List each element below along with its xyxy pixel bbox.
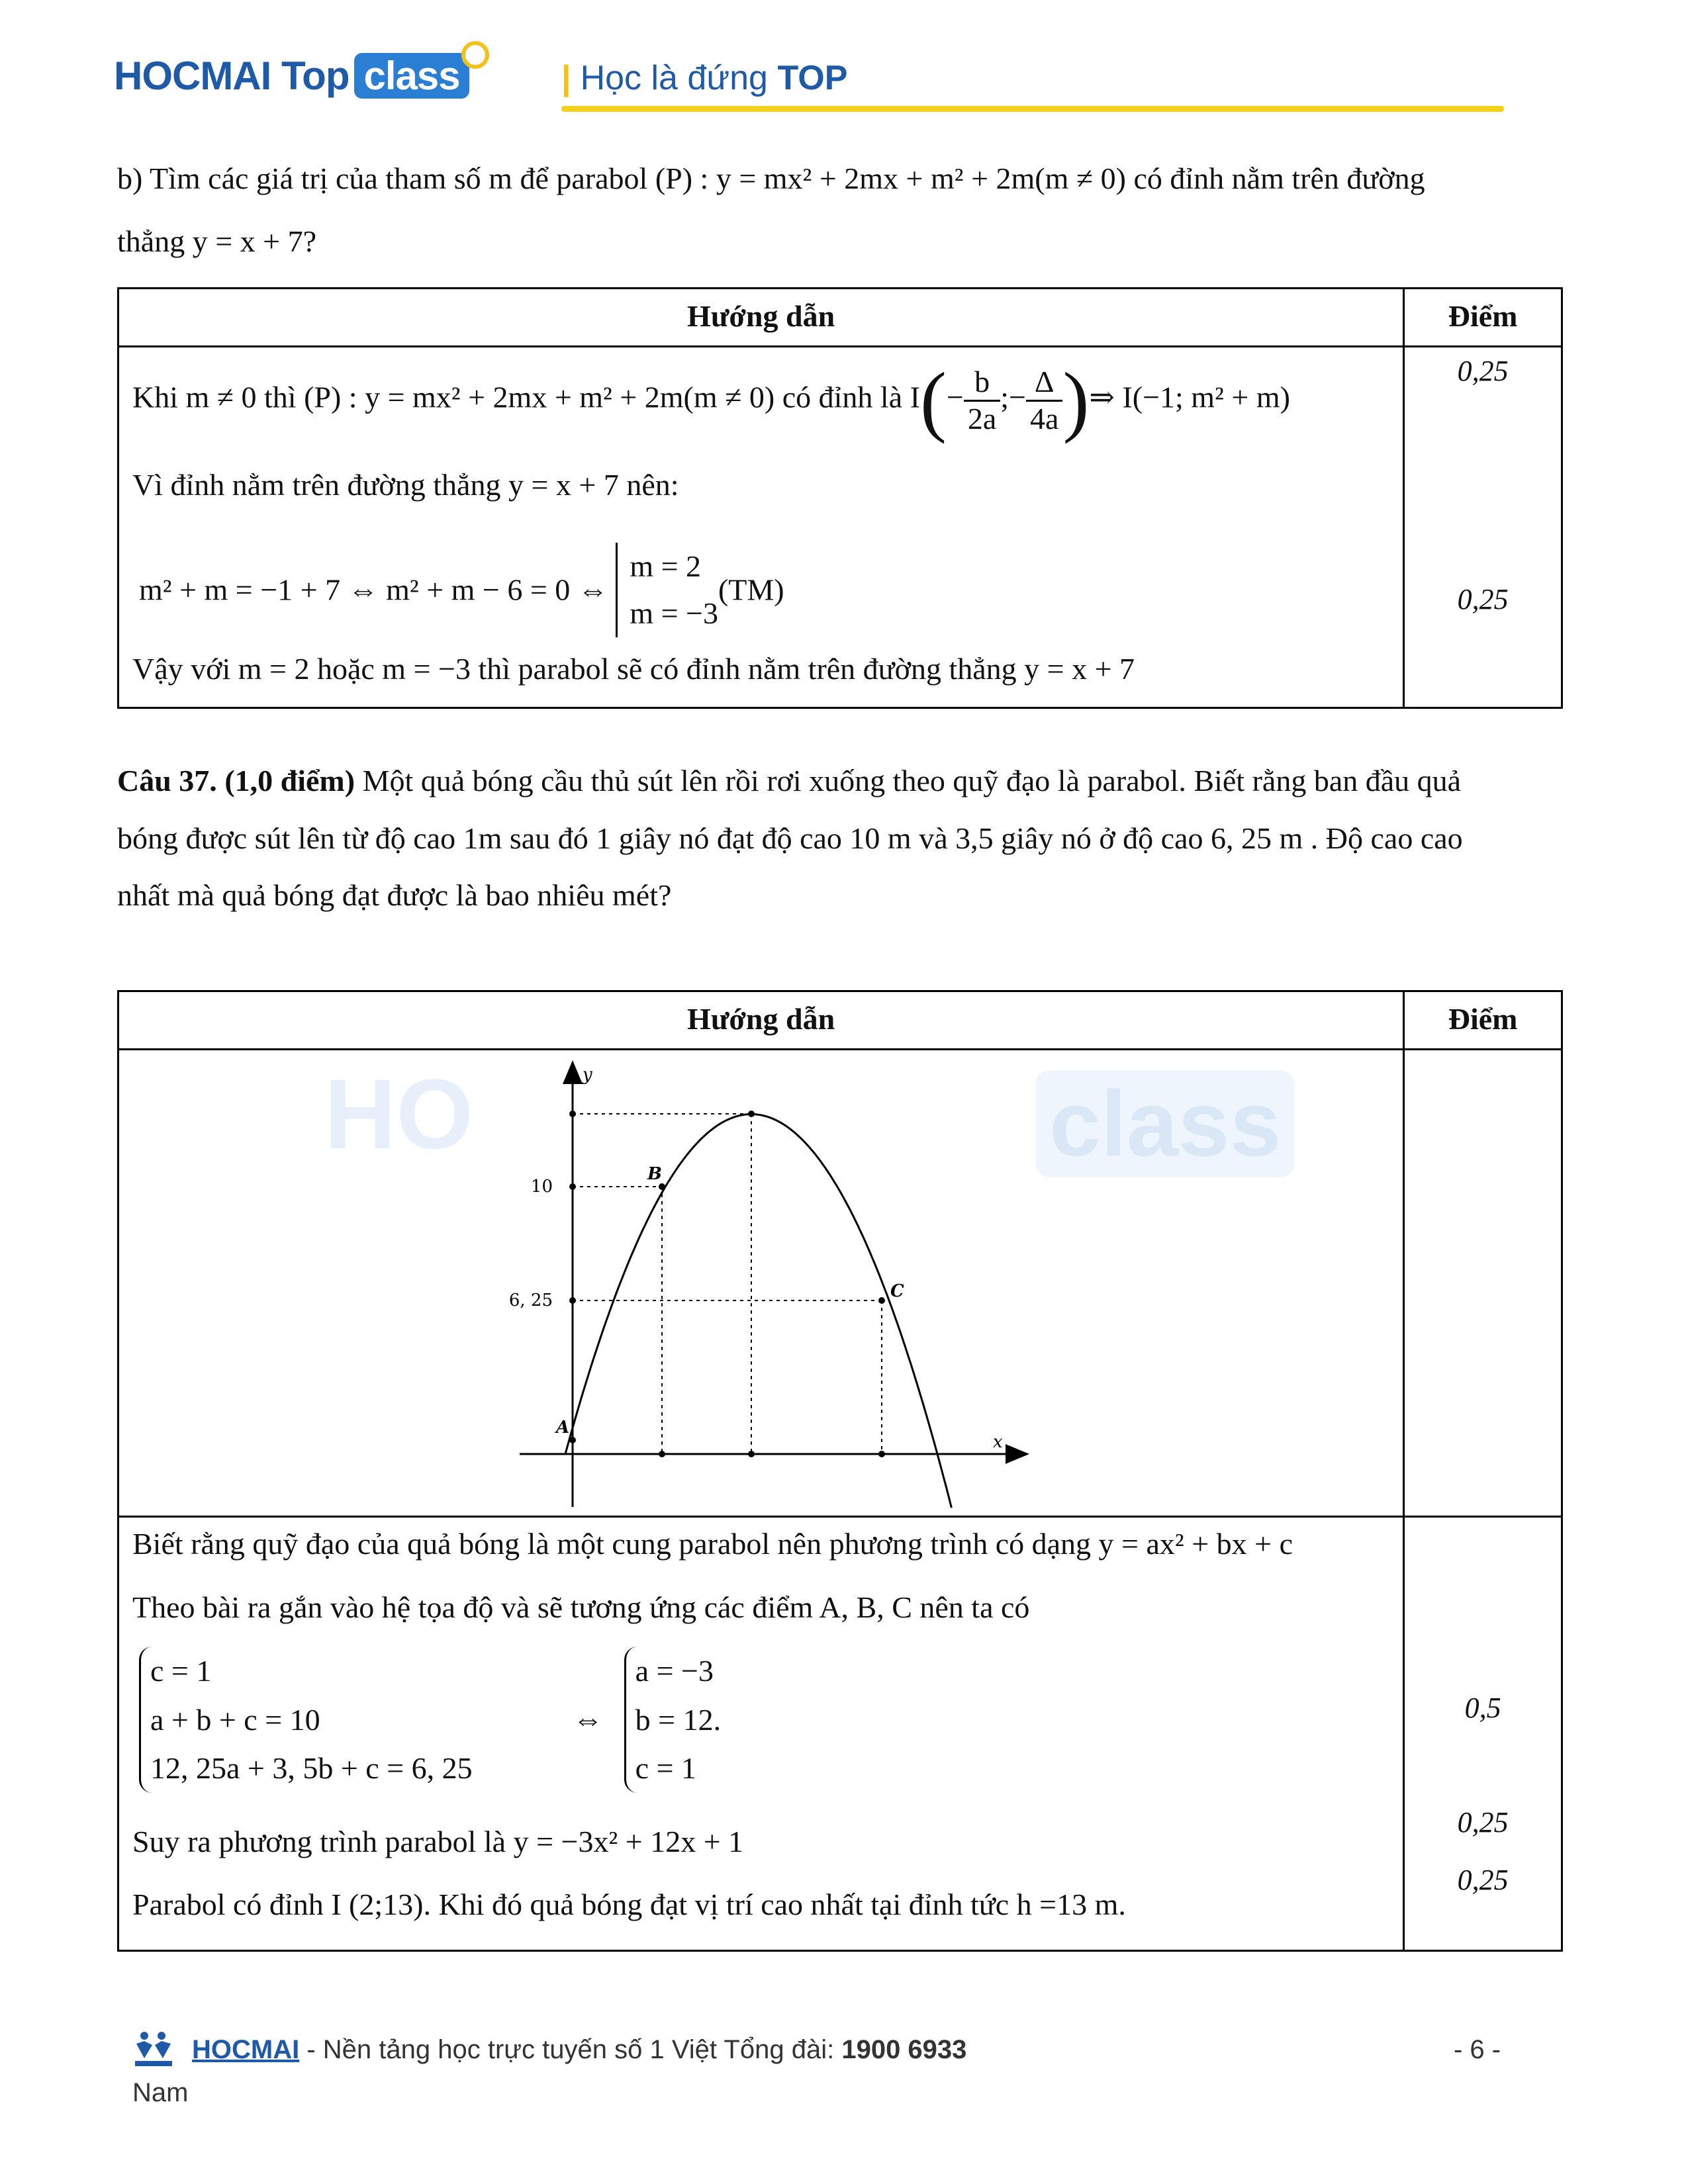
slogan-prefix: Học là đứng [580, 59, 768, 97]
q37-graph-score-cell [1404, 1050, 1562, 1517]
part-b-col-guide: Hướng dẫn [118, 289, 1404, 347]
footer-hocmai-link[interactable]: HOCMAI [192, 2035, 300, 2064]
q37-sol3: Suy ra phương trình parabol là y = −3x² + 12x + 1 [132, 1825, 744, 1858]
point-c [878, 1297, 885, 1304]
part-b-solution-table [117, 287, 1563, 709]
brand-class: class [363, 54, 460, 98]
q37-line1: Câu 37. (1,0 điểm) Một quả bóng cầu thủ sút lên rồi rơi xuống theo quỹ đạo là parabol. Biết rằng ban đầu quả [117, 764, 1462, 797]
part-b-row2: Vì đỉnh nằm trên đường thẳng y = x + 7 nên: [132, 468, 679, 502]
page-number: - 6 - [1454, 2035, 1501, 2064]
tick-x-c [878, 1451, 885, 1457]
part-b-row1: Khi m ≠ 0 thì (P) : y = mx² + 2mx + m² + 2m(m ≠ 0) có đỉnh là I(− $\frac{b}{2a}$ ;− $\frac{\Delta}{4a}$ )⇒ I(−1; m² + m) [132, 356, 1290, 444]
part-b-row4: Vậy với m = 2 hoặc m = −3 thì parabol sẽ có đỉnh nằm trên đường thẳng y = x + 7 [132, 652, 1135, 686]
footer-hotline: 1900 6933 [841, 2035, 967, 2064]
hocmai-footer-logo-icon [132, 2029, 175, 2068]
brand-top: Top [281, 54, 350, 98]
system-right: a = −3 b = 12. c = 1 [624, 1647, 721, 1793]
footer-nam: Nam [132, 2078, 189, 2107]
parabola-curve [565, 1115, 951, 1508]
tick-x-vertex [748, 1451, 755, 1457]
tick-10 [569, 1183, 576, 1190]
slogan-top: TOP [777, 59, 848, 97]
point-vertex [748, 1111, 755, 1117]
system-left: c = 1 a + b + c = 10 12, 25a + 3, 5b + c = 6, 25 [139, 1647, 473, 1793]
q37-score-a: 0,5 [1464, 1692, 1501, 1724]
q37-solution-cell [118, 1517, 1404, 1951]
label-b: B [647, 1164, 662, 1184]
label-10: 10 [530, 1177, 553, 1197]
watermark-left: HO [324, 1058, 473, 1169]
q37-system [139, 1647, 721, 1793]
slogan [561, 58, 847, 98]
brand-hocmai: HOCMAI [114, 54, 271, 98]
q37-sol1: Biết rằng quỹ đạo của quả bóng là một cung parabol nên phương trình có dạng y = ax² + bx + c [132, 1527, 1293, 1561]
part-b-question-line2: thẳng y = x + 7? [117, 224, 316, 258]
label-x: x [993, 1432, 1003, 1452]
part-b-cases: m = 2 m = −3 [616, 543, 718, 637]
tick-x-b [659, 1451, 665, 1457]
header-underline [561, 106, 1504, 112]
q37-col-guide: Hướng dẫn [118, 991, 1404, 1050]
sun-icon [461, 41, 489, 69]
q37-score-b: 0,25 [1457, 1806, 1509, 1839]
part-b-score1: 0,25 [1457, 355, 1509, 387]
watermark-right: class [1036, 1070, 1294, 1177]
q37-solution-table [117, 990, 1563, 1952]
q37-sol2: Theo bài ra gắn vào hệ tọa độ và sẽ tương ứng các điểm A, B, C nên ta có [132, 1590, 1030, 1624]
parabola-graph [119, 1050, 1405, 1518]
part-b-score2: 0,25 [1457, 583, 1509, 615]
label-625: 6, 25 [508, 1291, 553, 1310]
label-a: A [556, 1418, 570, 1437]
q37-line2: bóng được sút lên từ độ cao 1m sau đó 1 giây nó đạt độ cao 10 m và 3,5 giây nó ở độ cao 6, 25 m . Độ cao cao [117, 821, 1463, 855]
fraction-b-2a: $\frac{b}{2a}$ [964, 365, 1000, 437]
q37-score-c: 0,25 [1457, 1864, 1509, 1896]
q37-col-score: Điểm [1404, 991, 1562, 1050]
tick-625 [569, 1297, 576, 1304]
part-b-guide-cell [118, 347, 1404, 708]
tick-vertex-y [569, 1111, 576, 1117]
part-b-row3: m² + m = −1 + 7 ⇔ m² + m − 6 = 0 ⇔ m = 2 m = −3 (TM) [139, 543, 784, 637]
q37-graph-cell [118, 1050, 1404, 1517]
footer-line [192, 2035, 966, 2065]
brand-class-badge [354, 53, 469, 99]
part-b-score-cell [1404, 347, 1562, 708]
fraction-delta-4a: $\frac{\Delta}{4a}$ [1026, 365, 1062, 437]
q37-sol4: Parabol có đỉnh I (2;13). Khi đó quả bóng đạt vị trí cao nhất tại đỉnh tức h =13 m. [132, 1888, 1126, 1921]
label-c: C [890, 1281, 904, 1301]
brand-logo [114, 53, 469, 99]
q37-solution-score-cell [1404, 1517, 1562, 1951]
footer-tagline: - Nền tảng học trực tuyến số 1 Việt Tổng đài: [299, 2035, 842, 2064]
system-equiv: ⇔ [573, 1702, 604, 1737]
part-b-question-line1: b) Tìm các giá trị của tham số m để parabol (P) : y = mx² + 2mx + m² + 2m(m ≠ 0) có đỉnh nằm trên đường [117, 161, 1425, 195]
part-b-col-score: Điểm [1404, 289, 1562, 347]
q37-line3: nhất mà quả bóng đạt được là bao nhiêu mét? [117, 878, 672, 912]
label-y: y [583, 1065, 592, 1085]
point-b [659, 1183, 665, 1190]
slogan-bar: | [561, 59, 571, 97]
point-a [569, 1437, 576, 1443]
